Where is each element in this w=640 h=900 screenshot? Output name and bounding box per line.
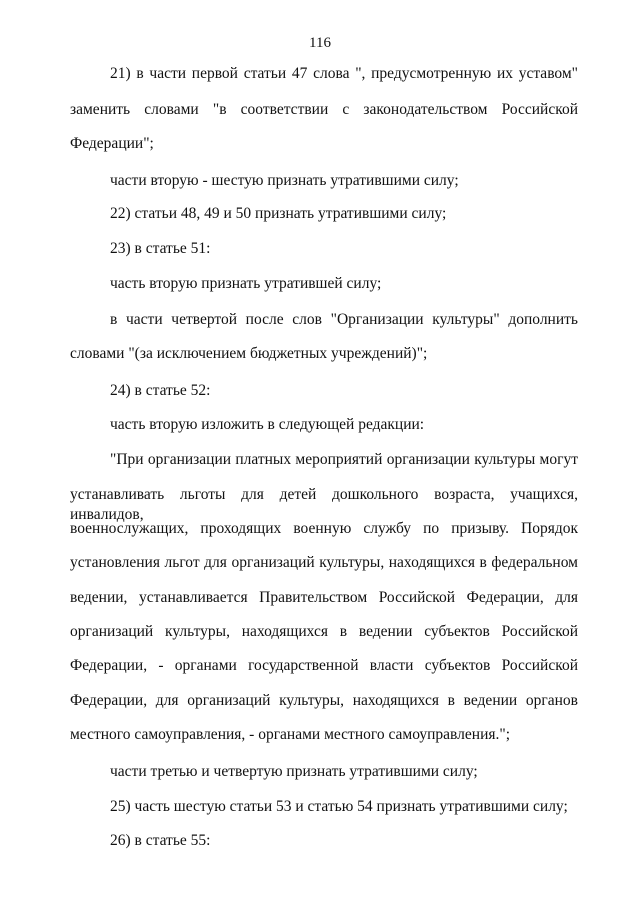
text-line: словами "(за исключением бюджетных учреждений)"; xyxy=(70,345,428,362)
text-line: 21) в части первой статьи 47 слова ", предусмотренную их уставом" xyxy=(110,65,578,82)
text-line: 25) часть шестую статьи 53 и статью 54 признать утратившими силу; xyxy=(110,798,568,815)
text-line: часть вторую изложить в следующей редакции: xyxy=(110,416,425,433)
text-line: "При организации платных мероприятий организации культуры могут xyxy=(110,451,578,468)
text-line: 23) в статье 51: xyxy=(110,240,211,257)
text-line: 26) в статье 55: xyxy=(110,832,211,849)
text-line: в части четвертой после слов "Организации культуры" дополнить xyxy=(110,311,578,328)
text-line: 24) в статье 52: xyxy=(110,382,211,399)
text-line: местного самоуправления, - органами местного самоуправления."; xyxy=(70,726,511,743)
text-line: Федерации"; xyxy=(70,135,154,152)
text-line: Федерации, для организаций культуры, находящихся в ведении органов xyxy=(70,692,578,709)
text-line: военнослужащих, проходящих военную службу по призыву. Порядок xyxy=(70,520,578,537)
text-line: организаций культуры, находящихся в ведении субъектов Российской xyxy=(70,623,578,640)
text-line: устанавливать льготы для детей дошкольного возраста, учащихся, инвалидов, xyxy=(70,486,578,523)
text-line: части третью и четвертую признать утратившими силу; xyxy=(110,763,478,780)
text-line: заменить словами "в соответствии с законодательством Российской xyxy=(70,101,578,118)
text-line: часть вторую признать утратившей силу; xyxy=(110,275,382,292)
text-line: Федерации, - органами государственной власти субъектов Российской xyxy=(70,657,578,674)
text-line: части вторую - шестую признать утратившими силу; xyxy=(110,172,459,189)
text-line: 22) статьи 48, 49 и 50 признать утратившими силу; xyxy=(110,205,447,222)
text-line: ведении, устанавливается Правительством Российской Федерации, для xyxy=(70,589,578,606)
text-line: установления льгот для организаций культуры, находящихся в федеральном xyxy=(70,554,578,571)
page-number: 116 xyxy=(309,35,331,51)
